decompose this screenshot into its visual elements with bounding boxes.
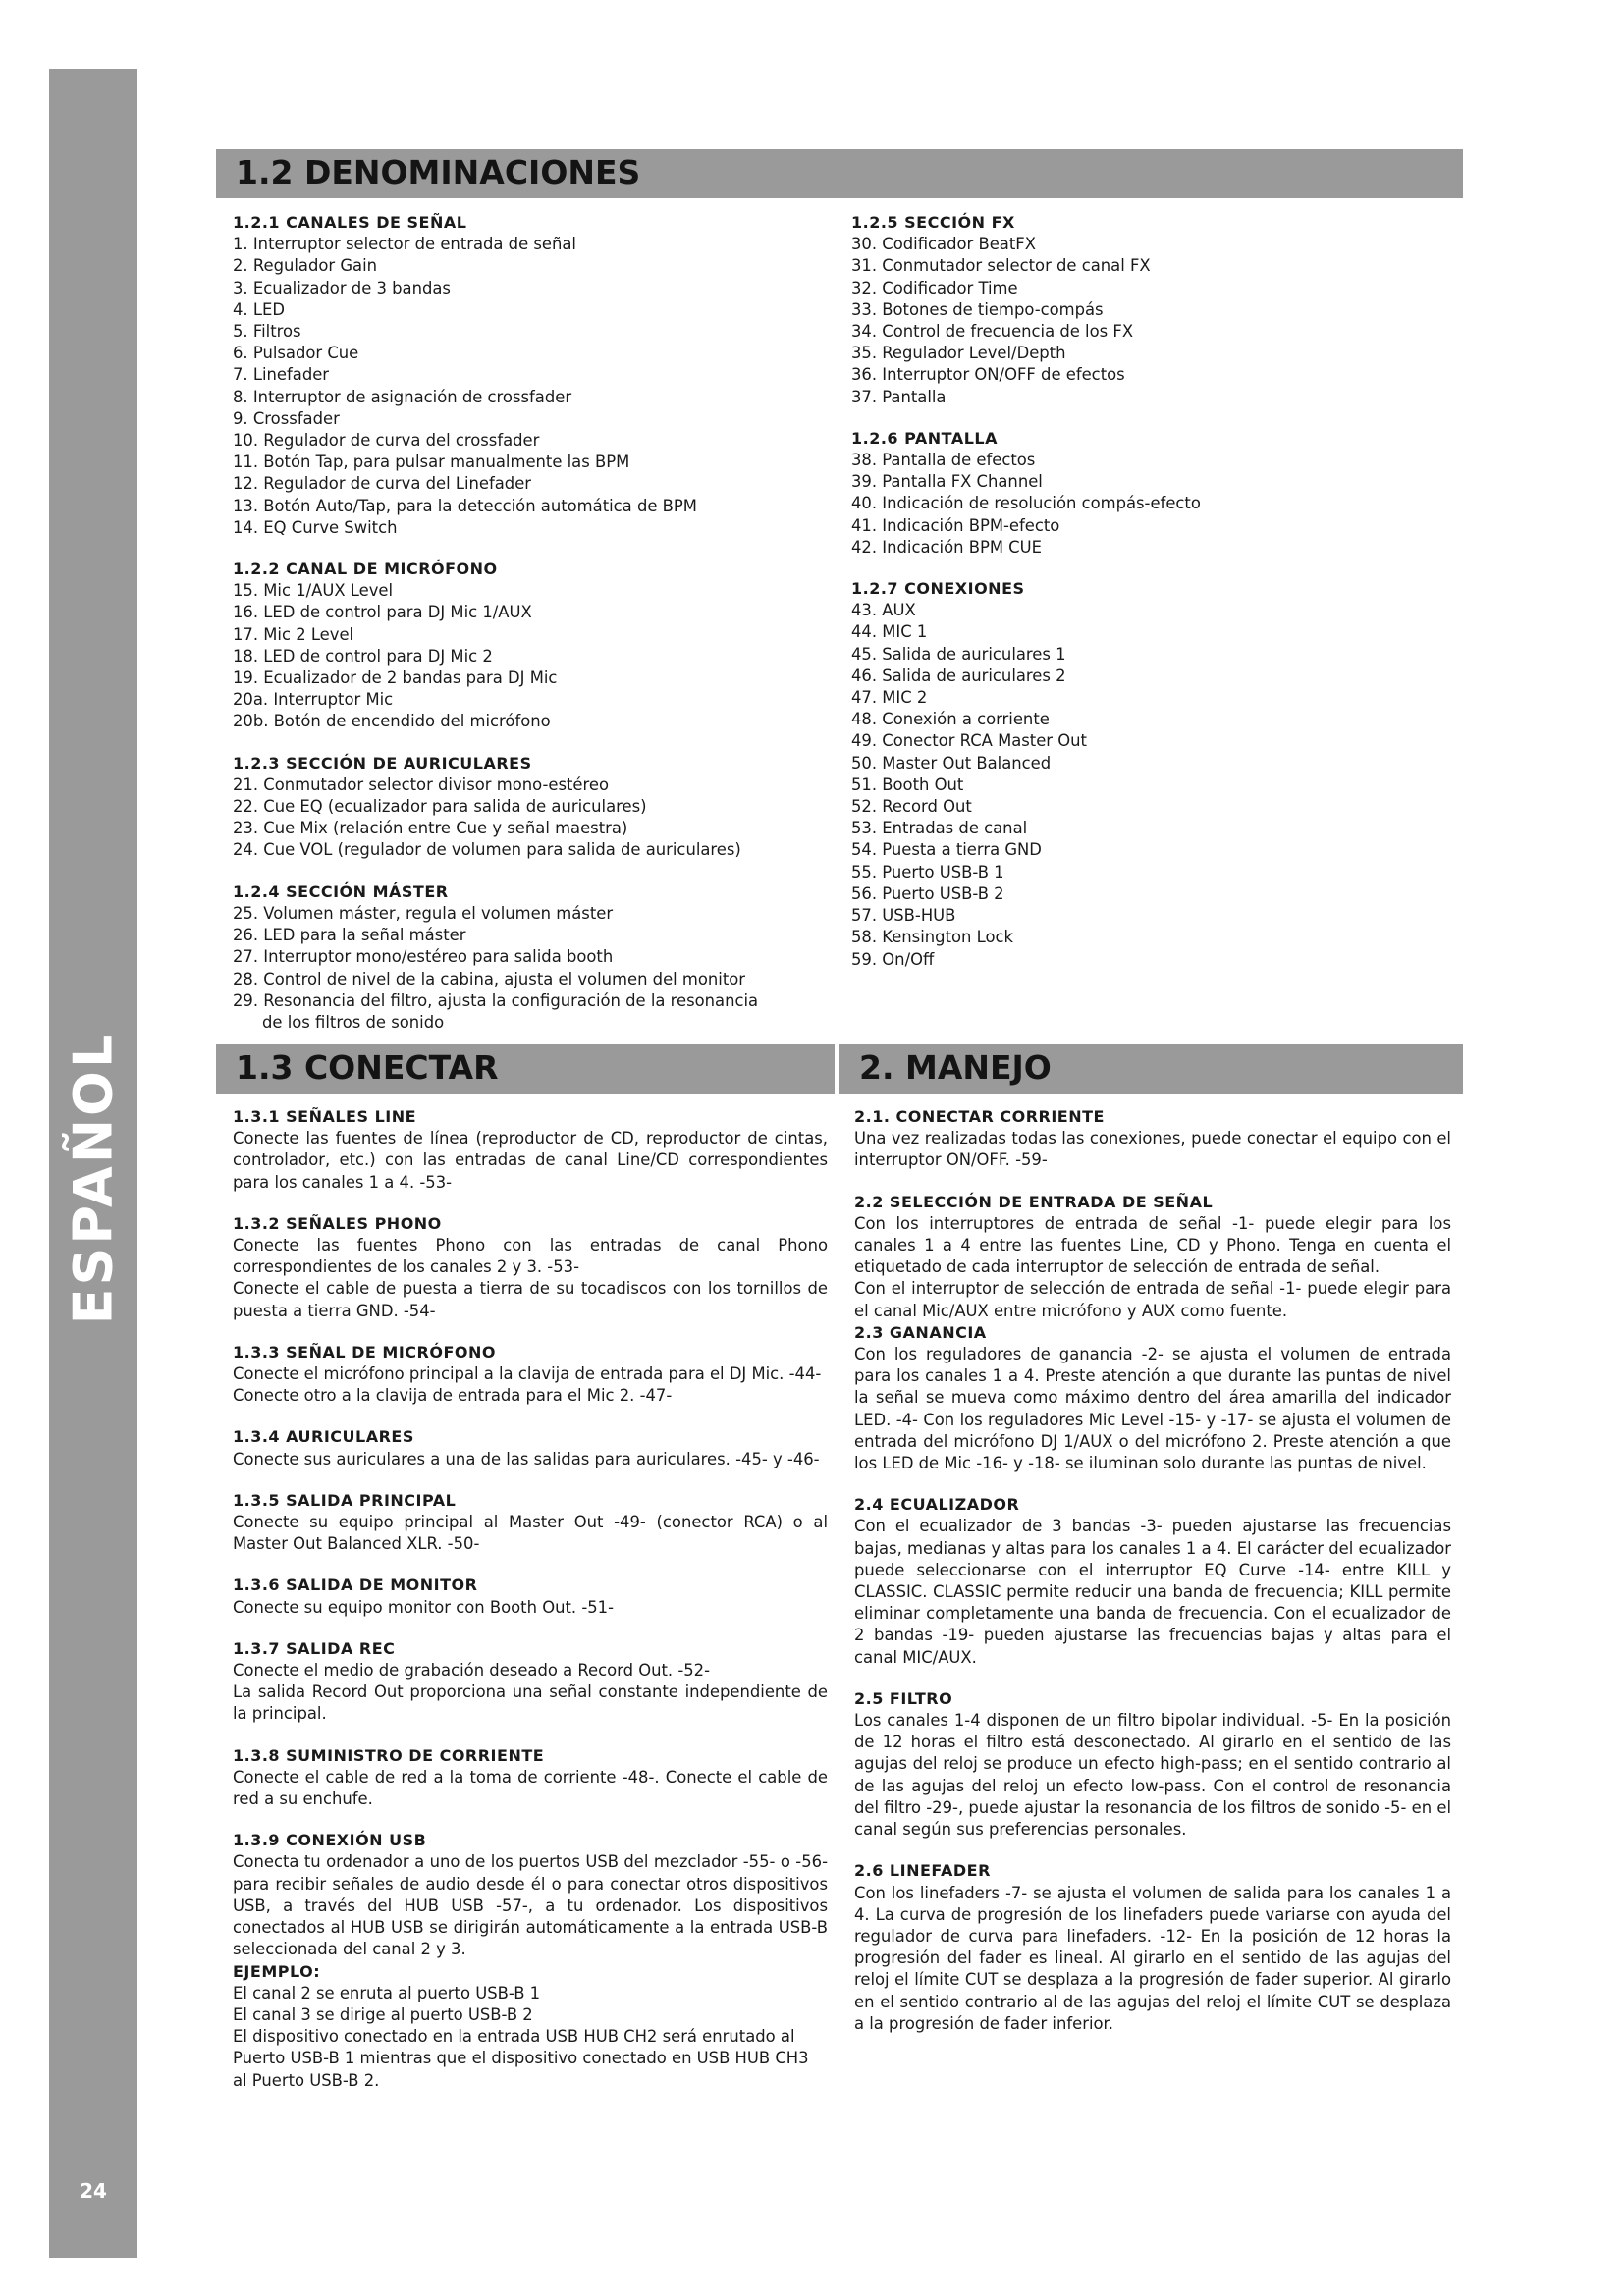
list-item: 47. MIC 2: [851, 688, 928, 708]
section-title: 1.2.7 CONEXIONES: [851, 579, 1025, 599]
list-item: 28. Control de nivel de la cabina, ajusta el volumen del monitor: [233, 969, 746, 988]
header-manejo: 2. MANEJO: [839, 1044, 1463, 1094]
list-item: 11. Botón Tap, para pulsar manualmente las BPM: [233, 453, 630, 472]
list-item: 3. Ecualizador de 3 bandas: [233, 278, 451, 297]
list-item: 16. LED de control para DJ Mic 1/AUX: [233, 603, 532, 622]
list-item: 49. Conector RCA Master Out: [851, 731, 1087, 751]
list-item: 17. Mic 2 Level: [233, 624, 354, 644]
section: [233, 212, 822, 539]
section: [851, 578, 1440, 971]
section-title: 1.3.8 SUMINISTRO DE CORRIENTE: [233, 1745, 545, 1765]
paragraph: Conecte las fuentes de línea (reproductor de CD, reproductor de cintas, controlador, etc.) con las entradas de canal Line/CD correspondientes para los canales 1 a 4. -53-: [233, 1129, 828, 1192]
section-title: 2.4 ECUALIZADOR: [854, 1495, 1020, 1515]
list-item: 25. Volumen máster, regula el volumen máster: [233, 903, 614, 923]
list-item: 37. Pantalla: [851, 387, 947, 406]
list-item: 58. Kensington Lock: [851, 928, 1013, 947]
section-title: 2.1. CONECTAR CORRIENTE: [854, 1107, 1105, 1126]
section-title: 1.2.1 CANALES DE SEÑAL: [233, 213, 467, 232]
list-item: 50. Master Out Balanced: [851, 753, 1052, 773]
paragraph: Con el interruptor de selección de entrada de señal -1- puede elegir para el canal Mic/AUX entre micrófono y AUX como fuente.: [854, 1279, 1451, 1320]
list-item: 46. Salida de auriculares 2: [851, 666, 1066, 685]
section: [854, 1494, 1451, 1669]
section: [854, 1688, 1451, 1841]
example-line: El canal 3 se dirige al puerto USB-B 2: [233, 2004, 533, 2024]
header-denominaciones: 1.2 DENOMINACIONES: [216, 149, 1463, 198]
example-title: EJEMPLO:: [233, 1961, 321, 1981]
paragraph: Una vez realizadas todas las conexiones, puede conectar el equipo con el interruptor ON/OFF. -59-: [854, 1129, 1451, 1170]
manejo-column: [854, 1106, 1451, 2035]
list-item: 4. LED: [233, 299, 285, 319]
section-title: 1.3.1 SEÑALES LINE: [233, 1107, 417, 1126]
section: [854, 1860, 1451, 2035]
list-item: 53. Entradas de canal: [851, 819, 1028, 838]
list-item: 55. Puerto USB-B 1: [851, 862, 1004, 881]
section: [233, 559, 822, 733]
section: [854, 1322, 1451, 1474]
list-item: 54. Puesta a tierra GND: [851, 840, 1042, 860]
paragraph: Conecte el cable de red a la toma de corriente -48-. Conecte el cable de red a su enchufe.: [233, 1767, 828, 1809]
section: [233, 1106, 828, 1194]
list-item: 20a. Interruptor Mic: [233, 690, 394, 710]
list-item: 43. AUX: [851, 601, 916, 620]
paragraph: Con los reguladores de ganancia -2- se ajusta el volumen de entrada para los canales 1 a 4. Preste atención a que durante las puntas de nivel la señal se mueva como máximo dentro del área amarilla del indicador LED. -4- Con los reguladores Mic Level -15- y -17- se ajusta el volumen de entrada del micrófono DJ 1/AUX o del micrófono 2. Preste atención a que los LED de Mic -16- y -18- se iluminan solo durante las puntas de nivel.: [854, 1345, 1451, 1473]
paragraph: Los canales 1-4 disponen de un filtro bipolar individual. -5- En la posición de 12 horas el filtro está desconectado. Al girarlo en el sentido de las agujas del reloj se produce un efecto high-pass; en el sentido contrario al de las agujas del reloj un efecto low-pass. Con el control de resonancia del filtro -29-, puede ajustar la resonancia de los filtros de sonido -5- en el canal según sus preferencias personales.: [854, 1711, 1451, 1840]
section: [233, 753, 822, 862]
item-list: [233, 580, 822, 732]
section-title: 1.3.7 SALIDA REC: [233, 1638, 396, 1658]
section-title: 1.2.4 SECCIÓN MÁSTER: [233, 881, 449, 901]
list-item: 39. Pantalla FX Channel: [851, 472, 1043, 492]
header-conectar: 1.3 CONECTAR: [216, 1044, 835, 1094]
list-item: 7. Linefader: [233, 365, 330, 385]
list-item: 2. Regulador Gain: [233, 256, 378, 276]
item-list: [233, 234, 822, 539]
section: [233, 1830, 828, 2091]
list-item: 8. Interruptor de asignación de crossfader: [233, 387, 572, 406]
list-item-continuation: de los filtros de sonido: [262, 1012, 445, 1032]
section: [851, 428, 1440, 559]
paragraph: Con los linefaders -7- se ajusta el volumen de salida para los canales 1 a 4. La curva de progresión de los linefaders puede variarse con ayuda del regulador de curva para linefaders. -12- En la posición de 12 horas la progresión del fader es lineal. Al girarlo en el sentido de las agujas del reloj el límite CUT se desplaza a la progresión de fader superior. Al girarlo en el sentido contrario al de las agujas del reloj el límite CUT se desplaza a la progresión de fader inferior.: [854, 1883, 1451, 2033]
list-item: 40. Indicación de resolución compás-efecto: [851, 494, 1201, 513]
list-item: 59. On/Off: [851, 949, 935, 969]
paragraph: Conecte su equipo principal al Master Out -49- (conector RCA) o al Master Out Balanced XLR. -50-: [233, 1513, 828, 1554]
paragraph: Conecte sus auriculares a una de las salidas para auriculares. -45- y -46-: [233, 1449, 820, 1468]
list-item: 1. Interruptor selector de entrada de señal: [233, 235, 576, 254]
list-item: 38. Pantalla de efectos: [851, 451, 1036, 470]
denominaciones-right-column: [851, 212, 1440, 971]
list-item: 29. Resonancia del filtro, ajusta la configuración de la resonancia: [233, 990, 759, 1010]
section-title: 2.6 LINEFADER: [854, 1861, 991, 1881]
list-item: 12. Regulador de curva del Linefader: [233, 474, 532, 494]
example-line: El dispositivo conectado en la entrada USB HUB CH2 será enrutado al Puerto USB-B 1 mientras que el dispositivo conectado en USB HUB CH3 al Puerto USB-B 2.: [233, 2027, 809, 2090]
paragraph: Conecte las fuentes Phono con las entradas de canal Phono correspondientes de los canales 2 y 3. -53-: [233, 1236, 828, 1277]
paragraph: Conecte el micrófono principal a la clavija de entrada para el DJ Mic. -44-: [233, 1364, 822, 1384]
list-item: 9. Crossfader: [233, 408, 340, 428]
list-item: 13. Botón Auto/Tap, para la detección automática de BPM: [233, 496, 697, 515]
item-list: [233, 774, 822, 862]
paragraph: Conecte el cable de puesta a tierra de su tocadiscos con los tornillos de puesta a tierra GND. -54-: [233, 1279, 828, 1320]
list-item: 35. Regulador Level/Depth: [851, 344, 1066, 363]
language-label-text: ESPAÑOL: [62, 1031, 125, 1325]
list-item: 14. EQ Curve Switch: [233, 517, 398, 537]
list-item: 6. Pulsador Cue: [233, 344, 359, 363]
list-item: 41. Indicación BPM-efecto: [851, 515, 1060, 535]
item-list: [233, 903, 822, 1012]
section-title: 1.3.9 CONEXIÓN USB: [233, 1831, 427, 1850]
section-title: 1.2.2 CANAL DE MICRÓFONO: [233, 560, 498, 579]
denominaciones-left-column: [233, 212, 822, 1034]
list-item: 52. Record Out: [851, 797, 972, 817]
section: [233, 1638, 828, 1726]
section-title: 1.3.2 SEÑALES PHONO: [233, 1213, 442, 1233]
list-item: 32. Codificador Time: [851, 278, 1018, 297]
section: [233, 1342, 828, 1408]
section: [233, 1426, 828, 1469]
list-item: 20b. Botón de encendido del micrófono: [233, 712, 551, 731]
list-item: 24. Cue VOL (regulador de volumen para salida de auriculares): [233, 840, 741, 860]
list-item: 26. LED para la señal máster: [233, 926, 466, 945]
list-item: 33. Botones de tiempo-compás: [851, 299, 1104, 319]
list-item: 57. USB-HUB: [851, 906, 956, 926]
section-title: 1.2.5 SECCIÓN FX: [851, 213, 1015, 232]
list-item: 44. MIC 1: [851, 622, 928, 642]
section-title: 2.5 FILTRO: [854, 1688, 953, 1708]
list-item: 30. Codificador BeatFX: [851, 235, 1036, 254]
section: [233, 1213, 828, 1322]
paragraph: Conecte otro a la clavija de entrada para el Mic 2. -47-: [233, 1386, 673, 1406]
list-item: 31. Conmutador selector de canal FX: [851, 256, 1151, 276]
section: [233, 1575, 828, 1618]
section: [851, 212, 1440, 408]
section-title: 1.3.4 AURICULARES: [233, 1427, 414, 1447]
list-item: 19. Ecualizador de 2 bandas para DJ Mic: [233, 668, 558, 688]
section-title: 1.3.5 SALIDA PRINCIPAL: [233, 1490, 457, 1510]
paragraph: Conecte el medio de grabación deseado a Record Out. -52-: [233, 1661, 711, 1681]
section: [233, 881, 822, 1034]
example-line: El canal 2 se enruta al puerto USB-B 1: [233, 1983, 541, 2002]
list-item: 10. Regulador de curva del crossfader: [233, 431, 540, 451]
section-title: 2.3 GANANCIA: [854, 1322, 987, 1342]
section: [233, 1490, 828, 1556]
list-item: 21. Conmutador selector divisor mono-estéreo: [233, 774, 610, 794]
list-item: 15. Mic 1/AUX Level: [233, 581, 394, 601]
paragraph: Conecta tu ordenador a uno de los puertos USB del mezclador -55- o -56- para recibir señales de audio desde él o para conectar otros dispositivos USB, a través del HUB USB -57-, a tu ordenador. Los dispositivos conectados al HUB USB se dirigirán automáticamente a la entrada USB-B seleccionada del canal 2 y 3.: [233, 1852, 828, 1959]
section-title: 2.2 SELECCIÓN DE ENTRADA DE SEÑAL: [854, 1192, 1214, 1211]
conectar-column: [233, 1106, 828, 2092]
section-title: 1.3.6 SALIDA DE MONITOR: [233, 1575, 478, 1595]
list-item: 18. LED de control para DJ Mic 2: [233, 646, 493, 666]
page-number: 24: [80, 2179, 107, 2203]
list-item: 56. Puerto USB-B 2: [851, 883, 1004, 903]
list-item: 42. Indicación BPM CUE: [851, 537, 1042, 557]
section: [854, 1106, 1451, 1172]
list-item: 22. Cue EQ (ecualizador para salida de auriculares): [233, 797, 647, 817]
language-label: [49, 982, 137, 1374]
item-list: [851, 234, 1440, 408]
item-list: [851, 450, 1440, 559]
list-item: 27. Interruptor mono/estéreo para salida booth: [233, 947, 614, 967]
item-list: [851, 600, 1440, 970]
list-item: 23. Cue Mix (relación entre Cue y señal maestra): [233, 819, 628, 838]
section-title: 1.3.3 SEÑAL DE MICRÓFONO: [233, 1342, 496, 1362]
section: [233, 1745, 828, 1811]
list-item: 51. Booth Out: [851, 774, 964, 794]
list-item: 36. Interruptor ON/OFF de efectos: [851, 365, 1125, 385]
section-title: 1.2.6 PANTALLA: [851, 428, 998, 448]
section-title: 1.2.3 SECCIÓN DE AURICULARES: [233, 753, 532, 773]
paragraph: La salida Record Out proporciona una señal constante independiente de la principal.: [233, 1682, 828, 1724]
list-item: 34. Control de frecuencia de los FX: [851, 322, 1134, 342]
paragraph: Con los interruptores de entrada de señal -1- puede elegir para los canales 1 a 4 entre las fuentes Line, CD y Phono. Tenga en cuenta el etiquetado de cada interruptor de selección de entrada de señal.: [854, 1213, 1451, 1277]
list-item: 48. Conexión a corriente: [851, 710, 1050, 729]
list-item: 45. Salida de auriculares 1: [851, 644, 1066, 664]
paragraph: Con el ecualizador de 3 bandas -3- pueden ajustarse las frecuencias bajas, medianas y altas para los canales 1 a 4. El carácter del ecualizador puede seleccionarse con el interruptor EQ Curve -14- entre KILL y CLASSIC. CLASSIC permite reducir una banda de frecuencia; KILL permite eliminar completamente una banda de frecuencia. Con el ecualizador de 2 bandas -19- pueden ajustarse las frecuencias bajas y altas para el canal MIC/AUX.: [854, 1517, 1451, 1667]
section: [854, 1192, 1451, 1322]
list-item: 5. Filtros: [233, 322, 301, 342]
paragraph: Conecte su equipo monitor con Booth Out. -51-: [233, 1597, 615, 1617]
